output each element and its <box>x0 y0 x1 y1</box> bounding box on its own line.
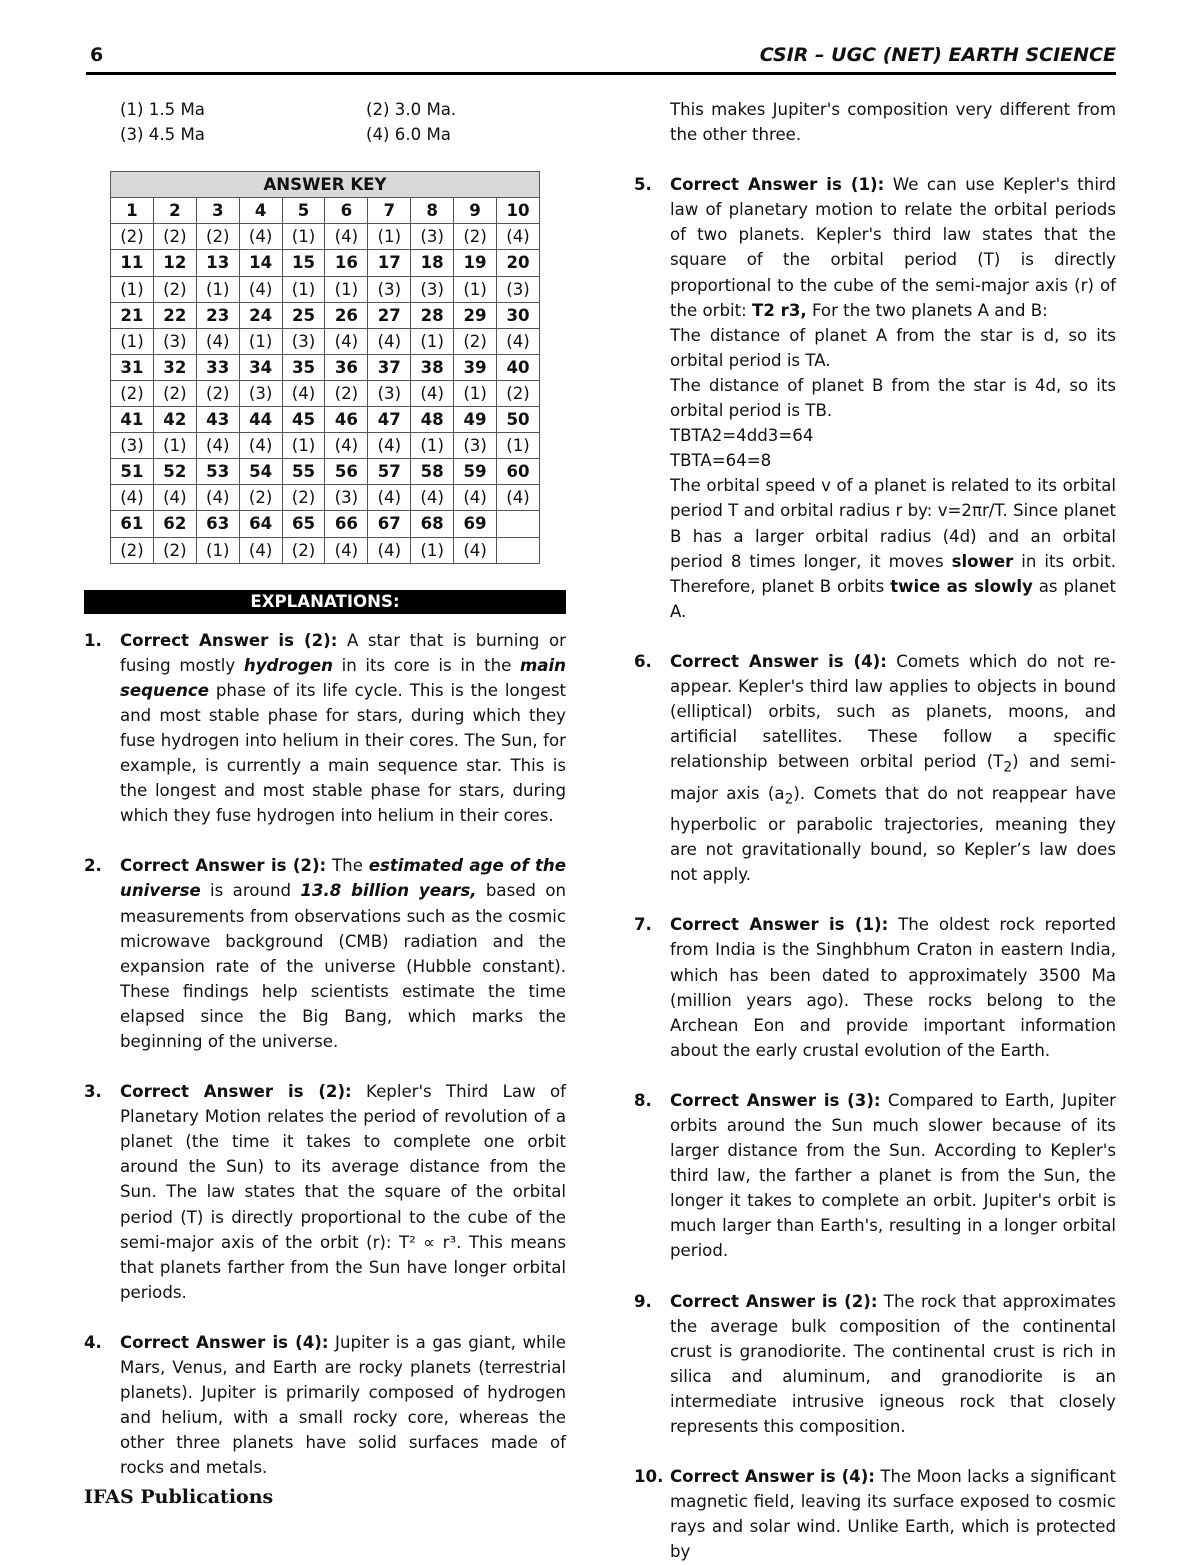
key-question-number: 56 <box>325 459 368 485</box>
key-answer: (1) <box>111 276 154 302</box>
key-answer: (1) <box>368 224 411 250</box>
key-question-number: 36 <box>325 354 368 380</box>
key-question-number: 43 <box>196 407 239 433</box>
text: phase of its life cycle. This is the longest and most stable phase for stars, during which they fuse hydrogen into helium in their cores. The Sun, for example, is currently a main sequence star. This is the longest and most stable phase for stars, during which they fuse hydrogen into helium in their cores. <box>120 680 566 826</box>
key-answer: (1) <box>411 433 454 459</box>
key-answer: (4) <box>153 485 196 511</box>
key-question-number: 48 <box>411 407 454 433</box>
key-question-number: 24 <box>239 302 282 328</box>
key-answer: (4) <box>325 328 368 354</box>
key-answer: (2) <box>325 380 368 406</box>
item-number: 2. <box>84 856 102 876</box>
key-answer: (1) <box>196 537 239 563</box>
key-number-row <box>111 354 540 380</box>
key-answer: (1) <box>196 276 239 302</box>
key-answer: (1) <box>325 276 368 302</box>
key-answer: (4) <box>239 433 282 459</box>
key-answer: (3) <box>325 485 368 511</box>
text: Comets which do not re-appear. Kepler's third law applies to objects in bound (elliptical) orbits, such as planets, moons, and artificial satellites. These follow a specific relationship between orbital period (T <box>670 651 1116 772</box>
key-answer: (4) <box>196 485 239 511</box>
key-answer: (4) <box>368 537 411 563</box>
option-3: (3) 4.5 Ma <box>120 125 205 145</box>
key-question-number: 9 <box>454 198 497 224</box>
item-number: 10. <box>634 1467 664 1487</box>
key-answer: (3) <box>411 276 454 302</box>
answer-lead: Correct Answer is (4): <box>120 1332 329 1352</box>
item-number: 3. <box>84 1082 102 1102</box>
answer-lead: Correct Answer is (1): <box>670 175 885 195</box>
key-answer: (1) <box>282 433 325 459</box>
key-answer <box>497 537 540 563</box>
key-question-number: 5 <box>282 198 325 224</box>
answer-lead: Correct Answer is (4): <box>670 651 887 671</box>
key-question-number: 35 <box>282 354 325 380</box>
explanation-9 <box>634 1289 1116 1440</box>
key-answer: (1) <box>282 276 325 302</box>
key-question-number: 13 <box>196 250 239 276</box>
key-question-number: 19 <box>454 250 497 276</box>
key-answer: (2) <box>111 537 154 563</box>
key-answer: (1) <box>239 328 282 354</box>
emphasis: estimated age of the universe <box>120 856 566 901</box>
key-answer: (3) <box>239 380 282 406</box>
text: ) and semi-major axis (a <box>670 752 1117 803</box>
key-answer: (4) <box>454 537 497 563</box>
emphasis: slower <box>951 551 1014 571</box>
key-question-number: 22 <box>153 302 196 328</box>
key-answer: (3) <box>368 276 411 302</box>
text: in its orbit. Therefore, planet B orbits <box>670 551 1116 596</box>
key-answer: (4) <box>325 537 368 563</box>
key-question-number: 32 <box>153 354 196 380</box>
key-answer: (4) <box>411 380 454 406</box>
key-answer-row <box>111 328 540 354</box>
key-question-number: 57 <box>368 459 411 485</box>
key-question-number: 7 <box>368 198 411 224</box>
key-question-number: 18 <box>411 250 454 276</box>
key-question-number: 39 <box>454 354 497 380</box>
key-question-number: 54 <box>239 459 282 485</box>
key-answer: (2) <box>282 485 325 511</box>
key-answer-row <box>111 276 540 302</box>
answer-lead: Correct Answer is (2): <box>670 1291 878 1311</box>
key-question-number: 23 <box>196 302 239 328</box>
key-question-number: 45 <box>282 407 325 433</box>
explanation-4-continued: This makes Jupiter's composition very different from the other three. <box>670 100 1116 145</box>
right-column <box>634 97 1116 1565</box>
key-answer: (4) <box>239 224 282 250</box>
key-question-number: 4 <box>239 198 282 224</box>
key-answer: (3) <box>497 276 540 302</box>
answer-key <box>110 171 566 563</box>
key-question-number: 49 <box>454 407 497 433</box>
key-answer: (3) <box>454 433 497 459</box>
key-question-number: 58 <box>411 459 454 485</box>
key-question-number: 8 <box>411 198 454 224</box>
text: in its core is in the <box>332 655 520 675</box>
key-number-row <box>111 407 540 433</box>
key-answer: (4) <box>196 433 239 459</box>
key-question-number: 68 <box>411 511 454 537</box>
explanations-heading: EXPLANATIONS: <box>84 590 566 614</box>
key-question-number: 14 <box>239 250 282 276</box>
key-question-number: 2 <box>153 198 196 224</box>
key-number-row <box>111 459 540 485</box>
key-question-number: 15 <box>282 250 325 276</box>
key-question-number: 53 <box>196 459 239 485</box>
line <box>670 473 1116 624</box>
key-question-number: 12 <box>153 250 196 276</box>
key-question-number: 47 <box>368 407 411 433</box>
text: We can use Kepler's third law of planetary motion to relate the orbital periods of two planets. Kepler's third law states that the square of the orbital period (T) is directly proportional to the cube of the semi-major axis (r) of the orbit: <box>670 175 1117 320</box>
key-question-number <box>497 511 540 537</box>
explanation-6 <box>634 649 1116 887</box>
explanation-2 <box>84 853 566 1054</box>
line: The distance of planet A from the star is d, so its orbital period is TA. <box>670 325 1116 370</box>
key-answer: (2) <box>196 224 239 250</box>
key-answer: (1) <box>153 433 196 459</box>
key-question-number: 46 <box>325 407 368 433</box>
item-number: 6. <box>634 651 652 671</box>
key-answer: (1) <box>454 276 497 302</box>
explanation-4 <box>84 1330 566 1481</box>
key-question-number: 6 <box>325 198 368 224</box>
explanation-10 <box>634 1464 1116 1564</box>
text: ). Comets that do not reappear have hyperbolic or parabolic trajectories, meaning they are not gravitationally bound, so Kepler’s law does not apply. <box>670 783 1116 885</box>
key-question-number: 20 <box>497 250 540 276</box>
text: Jupiter is a gas giant, while Mars, Venus, and Earth are rocky planets (terrestrial planets). Jupiter is primarily composed of hydrogen and helium, with a small rocky core, whereas the other three planets have solid surfaces made of rocks and metals. <box>120 1332 567 1478</box>
item-number: 4. <box>84 1332 102 1352</box>
text: The rock that approximates the average bulk composition of the continental crust is granodiorite. The continental crust is rich in silica and aluminum, and granodiorite is an intermediate intrusive igneous rock that closely represents this composition. <box>670 1291 1116 1437</box>
key-question-number: 52 <box>153 459 196 485</box>
key-answer: (4) <box>111 485 154 511</box>
key-answer: (4) <box>196 328 239 354</box>
key-question-number: 61 <box>111 511 154 537</box>
key-answer: (1) <box>411 537 454 563</box>
item-number: 9. <box>634 1291 652 1311</box>
book-title: CSIR – UGC (NET) EARTH SCIENCE <box>759 44 1116 66</box>
text: based on measurements from observations such as the cosmic microwave background (CMB) radiation and the expansion rate of the universe (Hubble constant). These findings help scientists estimate the time elapsed since the Big Bang, which marks the beginning of the universe. <box>120 881 566 1051</box>
key-answer: (3) <box>282 328 325 354</box>
key-question-number: 28 <box>411 302 454 328</box>
emphasis: hydrogen <box>243 655 333 675</box>
key-question-number: 17 <box>368 250 411 276</box>
key-answer: (2) <box>196 380 239 406</box>
key-number-row <box>111 511 540 537</box>
answer-lead: Correct Answer is (2): <box>120 856 327 876</box>
answer-key-table <box>110 171 540 563</box>
key-answer: (3) <box>111 433 154 459</box>
key-answer: (4) <box>497 328 540 354</box>
text: The Moon lacks a significant magnetic field, leaving its surface exposed to cosmic rays and solar wind. Unlike Earth, which is protected by <box>670 1467 1117 1562</box>
key-answer: (3) <box>153 328 196 354</box>
key-question-number: 51 <box>111 459 154 485</box>
key-answer: (2) <box>454 224 497 250</box>
key-answer: (2) <box>111 224 154 250</box>
emphasis: twice as slowly <box>890 576 1033 596</box>
page-number: 6 <box>90 44 104 66</box>
equation: TBTA=64=8 <box>670 451 772 471</box>
emphasis: main sequence <box>120 655 566 700</box>
item-number: 8. <box>634 1090 652 1110</box>
key-question-number: 37 <box>368 354 411 380</box>
explanation-1 <box>84 628 566 829</box>
text: The orbital speed v of a planet is related to its orbital period T and orbital radius r by: v=2πr/T. Since planet B has a larger orbital radius (4d) and an orbital period 8 times longer, it moves <box>670 476 1116 571</box>
page-header <box>86 42 1116 75</box>
subscript: 2 <box>1003 759 1013 776</box>
option-1: (1) 1.5 Ma <box>120 100 205 119</box>
key-question-number: 1 <box>111 198 154 224</box>
key-answer: (4) <box>411 485 454 511</box>
key-answer: (4) <box>239 276 282 302</box>
key-question-number: 60 <box>497 459 540 485</box>
key-answer-row <box>111 433 540 459</box>
key-question-number: 33 <box>196 354 239 380</box>
key-answer: (2) <box>153 537 196 563</box>
answer-lead: Correct Answer is (2): <box>120 630 338 650</box>
line: The distance of planet B from the star is 4d, so its orbital period is TB. <box>670 375 1116 421</box>
key-question-number: 44 <box>239 407 282 433</box>
explanation-5 <box>634 172 1116 624</box>
item-number: 1. <box>84 630 102 650</box>
key-answer-row <box>111 380 540 406</box>
key-question-number: 38 <box>411 354 454 380</box>
key-answer: (2) <box>153 380 196 406</box>
key-answer: (2) <box>282 537 325 563</box>
text: Kepler's Third Law of Planetary Motion relates the period of revolution of a planet (the time it takes to complete one orbit around the Sun) to its average distance from the Sun. The law states that the square of the orbital period (T) is directly proportional to the cube of the semi-major axis of the orbit (r): T² ∝ r³. This means that planets farther from the Sun have longer orbital periods. <box>120 1082 566 1302</box>
key-question-number: 11 <box>111 250 154 276</box>
key-question-number: 59 <box>454 459 497 485</box>
text: The oldest rock reported from India is the Singhbhum Craton in eastern India, which has been dated to approximately 3500 Ma (million years ago). These rocks belong to the Archean Eon and provide important information about the early crustal evolution of the Earth. <box>670 915 1117 1060</box>
key-question-number: 64 <box>239 511 282 537</box>
key-question-number: 67 <box>368 511 411 537</box>
answer-lead: Correct Answer is (2): <box>120 1082 352 1102</box>
key-answer: (4) <box>454 485 497 511</box>
key-answer-row <box>111 485 540 511</box>
key-answer: (4) <box>497 224 540 250</box>
key-question-number: 34 <box>239 354 282 380</box>
key-question-number: 50 <box>497 407 540 433</box>
key-question-number: 42 <box>153 407 196 433</box>
key-answer: (4) <box>325 433 368 459</box>
emphasis: 13.8 billion years, <box>300 881 477 901</box>
key-answer: (3) <box>411 224 454 250</box>
text: as planet A. <box>670 576 1116 621</box>
subscript: 2 <box>784 790 794 807</box>
key-answer: (2) <box>454 328 497 354</box>
key-question-number: 55 <box>282 459 325 485</box>
left-column <box>84 97 566 1481</box>
formula: T2 r3, <box>752 300 807 320</box>
key-answer: (4) <box>282 380 325 406</box>
key-question-number: 25 <box>282 302 325 328</box>
explanation-8 <box>634 1088 1116 1264</box>
key-answer: (2) <box>497 380 540 406</box>
key-question-number: 63 <box>196 511 239 537</box>
option-4: (4) 6.0 Ma <box>366 125 451 145</box>
key-question-number: 40 <box>497 354 540 380</box>
question-options <box>120 97 566 147</box>
key-question-number: 3 <box>196 198 239 224</box>
key-number-row <box>111 302 540 328</box>
text: is around <box>200 881 301 901</box>
key-answer: (1) <box>282 224 325 250</box>
key-answer: (1) <box>454 380 497 406</box>
key-question-number: 31 <box>111 354 154 380</box>
key-answer: (2) <box>111 380 154 406</box>
key-question-number: 66 <box>325 511 368 537</box>
key-question-number: 69 <box>454 511 497 537</box>
key-answer: (1) <box>411 328 454 354</box>
text: Compared to Earth, Jupiter orbits around the Sun much slower because of its larger distance from the Sun. According to Kepler's third law, the farther a planet is from the Sun, the longer it takes to complete an orbit. Jupiter's orbit is much larger than Earth's, resulting in a longer orbital period. <box>670 1090 1117 1261</box>
key-answer: (1) <box>111 328 154 354</box>
text: A star that is burning or fusing mostly <box>120 630 567 675</box>
key-answer: (2) <box>153 224 196 250</box>
option-2: (2) 3.0 Ma. <box>366 100 457 119</box>
key-answer-row <box>111 537 540 563</box>
key-answer: (4) <box>325 224 368 250</box>
key-answer: (3) <box>368 380 411 406</box>
key-answer: (1) <box>497 433 540 459</box>
key-number-row <box>111 198 540 224</box>
key-question-number: 29 <box>454 302 497 328</box>
key-question-number: 27 <box>368 302 411 328</box>
text: For the two planets A and B: <box>806 300 1048 320</box>
key-question-number: 65 <box>282 511 325 537</box>
answer-lead: Correct Answer is (1): <box>670 915 889 935</box>
key-answer: (4) <box>368 433 411 459</box>
equation: TBTA2=4dd3=64 <box>670 426 814 446</box>
key-question-number: 16 <box>325 250 368 276</box>
key-answer: (4) <box>497 485 540 511</box>
text: The <box>326 856 369 876</box>
answer-key-title: ANSWER KEY <box>111 172 540 198</box>
key-answer-row <box>111 224 540 250</box>
answer-lead: Correct Answer is (4): <box>670 1467 875 1487</box>
key-answer: (2) <box>239 485 282 511</box>
key-question-number: 26 <box>325 302 368 328</box>
item-number: 5. <box>634 175 652 195</box>
key-number-row <box>111 250 540 276</box>
key-question-number: 41 <box>111 407 154 433</box>
explanation-7 <box>634 912 1116 1063</box>
explanation-3 <box>84 1079 566 1305</box>
key-question-number: 21 <box>111 302 154 328</box>
publisher-footer: IFAS Publications <box>84 1486 274 1508</box>
key-question-number: 62 <box>153 511 196 537</box>
key-question-number: 10 <box>497 198 540 224</box>
key-question-number: 30 <box>497 302 540 328</box>
key-answer: (4) <box>368 328 411 354</box>
answer-lead: Correct Answer is (3): <box>670 1090 881 1110</box>
key-answer: (2) <box>153 276 196 302</box>
key-answer: (4) <box>239 537 282 563</box>
item-number: 7. <box>634 915 652 935</box>
key-answer: (4) <box>368 485 411 511</box>
